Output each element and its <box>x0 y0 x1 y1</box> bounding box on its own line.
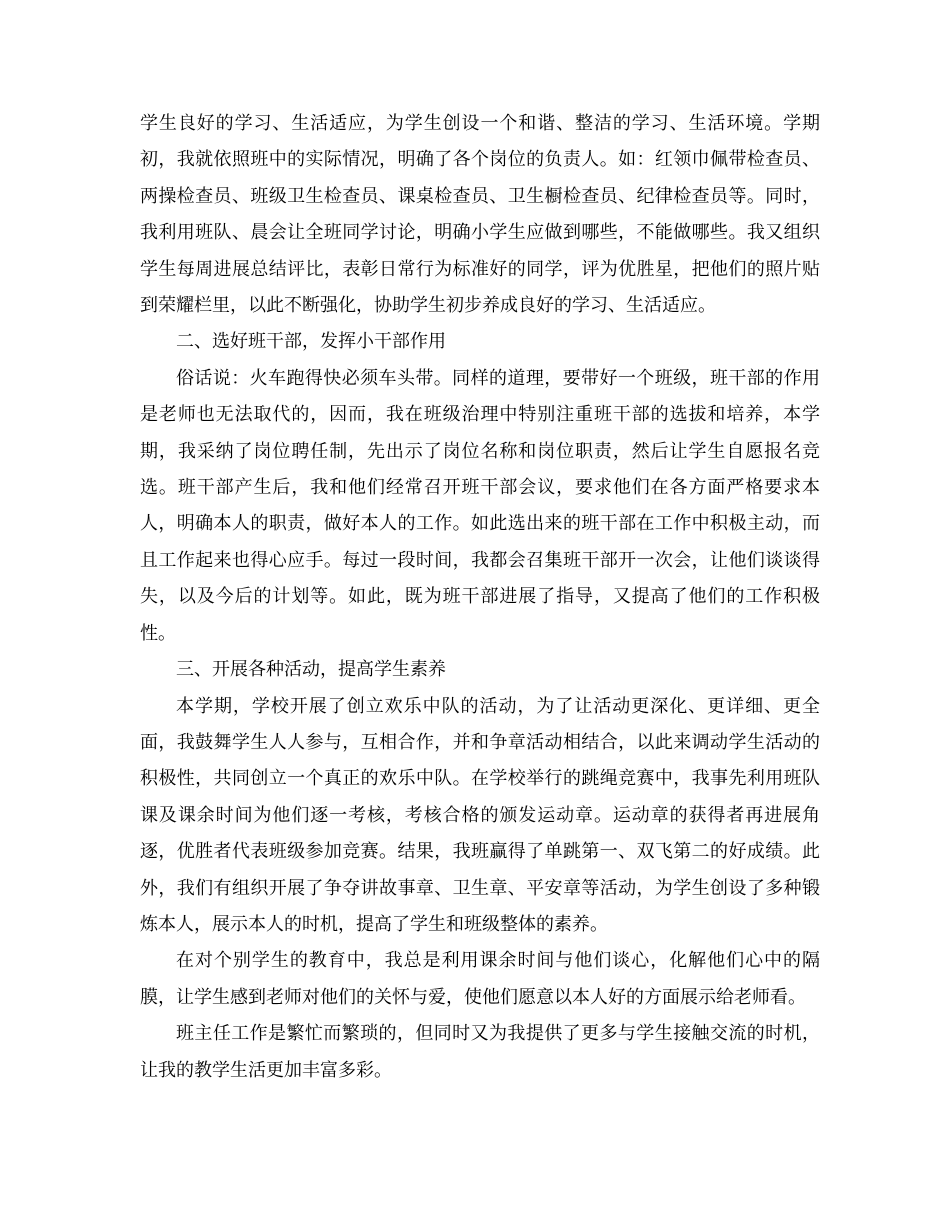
section-heading-class-cadres: 二、选好班干部，发挥小干部作用 <box>176 331 446 353</box>
section-heading-activities: 三、开展各种活动，提高学生素养 <box>176 659 446 681</box>
document-body <box>140 106 820 1089</box>
paragraph-individual-education: 在对个别学生的教育中，我总是利用课余时间与他们谈心，化解他们心中的隔膜，让学生感到老师对他们的关怀与爱，使他们愿意以本人好的方面展示给老师看。 <box>140 950 820 1008</box>
paragraph-conclusion: 班主任工作是繁忙而繁琐的，但同时又为我提供了更多与学生接触交流的时机，让我的教学生活更加丰富多彩。 <box>140 1023 820 1081</box>
paragraph-activities: 本学期，学校开展了创立欢乐中队的活动，为了让活动更深化、更详细、更全面，我鼓舞学生人人参与，互相合作，并和争章活动相结合，以此来调动学生活动的积极性，共同创立一个真正的欢乐中队。在学校举行的跳绳竞赛中，我事先利用班队课及课余时间为他们逐一考核，考核合格的颁发运动章。运动章的获得者再进展角逐，优胜者代表班级参加竞赛。结果，我班赢得了单跳第一、双飞第二的好成绩。此外，我们有组织开展了争夺讲故事章、卫生章、平安章等活动，为学生创设了多种锻炼本人，展示本人的时机，提高了学生和班级整体的素养。 <box>140 695 820 935</box>
paragraph-habits: 学生良好的学习、生活适应，为学生创设一个和谐、整洁的学习、生活环境。学期初，我就依照班中的实际情况，明确了各个岗位的负责人。如：红领巾佩带检查员、两操检查员、班级卫生检查员、课桌检查员、卫生橱检查员、纪律检查员等。同时，我利用班队、晨会让全班同学讨论，明确小学生应做到哪些，不能做哪些。我又组织学生每周进展总结评比，表彰日常行为标准好的同学，评为优胜星，把他们的照片贴到荣耀栏里，以此不断强化，协助学生初步养成良好的学习、生活适应。 <box>140 113 820 317</box>
paragraph-class-cadres: 俗话说：火车跑得快必须车头带。同样的道理，要带好一个班级，班干部的作用是老师也无法取代的，因而，我在班级治理中特别注重班干部的选拔和培养，本学期，我采纳了岗位聘任制，先出示了岗位名称和岗位职责，然后让学生自愿报名竞选。班干部产生后，我和他们经常召开班干部会议，要求他们在各方面严格要求本人，明确本人的职责，做好本人的工作。如此选出来的班干部在工作中积极主动，而且工作起来也得心应手。每过一段时间，我都会召集班干部开一次会，让他们谈谈得失，以及今后的计划等。如此，既为班干部进展了指导，又提高了他们的工作积极性。 <box>140 367 820 644</box>
